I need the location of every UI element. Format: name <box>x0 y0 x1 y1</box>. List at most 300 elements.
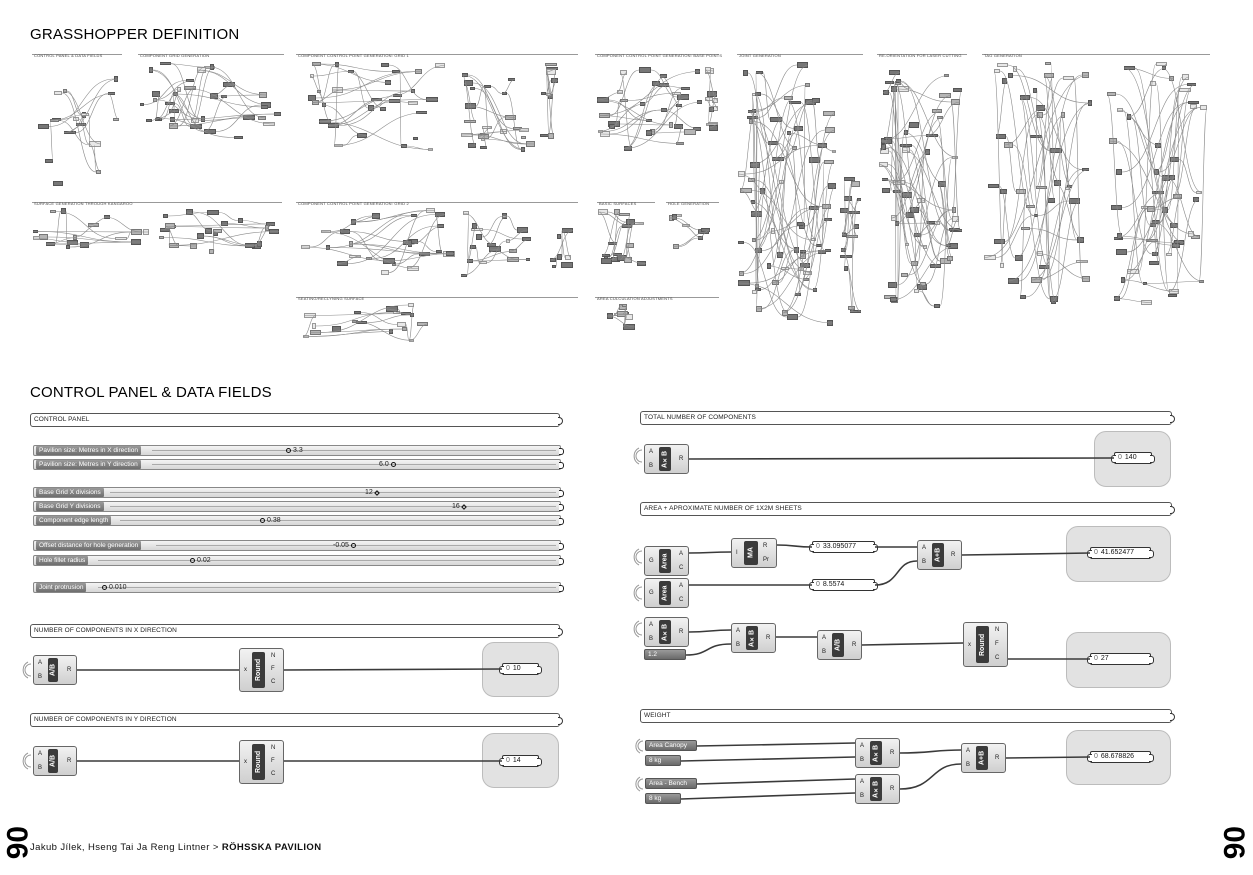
overview-wire <box>750 102 816 165</box>
overview-wire <box>756 101 812 241</box>
overview-node <box>1199 280 1204 283</box>
addition-component-weight[interactable] <box>961 743 1006 773</box>
overview-wire <box>332 90 415 91</box>
port-r[interactable]: R <box>67 758 72 764</box>
port-a[interactable]: A <box>649 622 654 628</box>
overview-wire <box>812 101 820 161</box>
port-n[interactable]: N <box>271 745 276 751</box>
overview-node <box>842 233 847 237</box>
overview-node <box>274 112 281 116</box>
area-canopy-value-panel[interactable]: 0 33.095077 <box>812 541 875 553</box>
y-components-group-header: NUMBER OF COMPONENTS IN Y DIRECTION <box>30 713 560 727</box>
overview-wire <box>620 124 669 125</box>
overview-node <box>1146 239 1158 242</box>
overview-node <box>1008 73 1013 78</box>
overview-wire <box>1146 85 1196 241</box>
overview-node <box>1114 296 1120 301</box>
overview-wire <box>912 146 940 262</box>
overview-node <box>953 88 962 92</box>
overview-node <box>238 218 243 223</box>
port-c[interactable]: C <box>271 679 276 685</box>
port-c[interactable]: C <box>679 597 684 603</box>
overview-node <box>245 243 255 248</box>
overview-node <box>1020 295 1026 299</box>
overview-node <box>1045 62 1051 65</box>
port-r[interactable]: R <box>763 543 768 549</box>
overview-node <box>752 238 756 242</box>
overview-wire <box>487 217 507 246</box>
overview-node <box>1037 112 1043 118</box>
overview-node <box>709 107 714 112</box>
overview-node <box>794 126 803 131</box>
overview-node <box>143 229 149 235</box>
overview-node <box>371 98 382 101</box>
control-panel-heading: CONTROL PANEL & DATA FIELDS <box>30 384 272 401</box>
overview-node <box>177 87 181 92</box>
overview-wire <box>1051 64 1054 184</box>
overview-node <box>467 259 473 263</box>
port-i[interactable]: I <box>736 550 738 556</box>
divide-component-y[interactable] <box>33 746 77 776</box>
port-r[interactable]: R <box>766 635 771 641</box>
slider-knob[interactable] <box>102 585 107 590</box>
overview-wire <box>1062 151 1077 241</box>
overview-wire <box>55 211 61 244</box>
overview-node <box>914 233 921 237</box>
area-component-1[interactable] <box>644 546 689 576</box>
overview-node <box>890 297 897 302</box>
overview-wire <box>610 70 639 116</box>
overview-node <box>850 310 861 313</box>
overview-group <box>296 53 578 58</box>
overview-node <box>624 146 632 151</box>
overview-wire <box>624 84 660 149</box>
overview-node <box>822 204 831 209</box>
overview-node <box>186 79 194 82</box>
overview-node <box>1037 251 1043 256</box>
port-a[interactable]: A <box>38 660 43 666</box>
port-a[interactable]: A <box>860 779 865 785</box>
overview-group <box>982 53 1210 58</box>
overview-node <box>152 91 160 97</box>
overview-node <box>738 241 744 244</box>
port-x[interactable]: x <box>244 759 247 765</box>
port-c[interactable]: C <box>679 565 684 571</box>
port-f[interactable]: F <box>271 666 275 672</box>
overview-node <box>705 97 713 101</box>
overview-node <box>879 162 888 167</box>
overview-node <box>646 130 652 136</box>
overview-node <box>988 184 999 188</box>
footer-authors: Jakub Jílek, Hseng Tai Ja Reng Lintner > <box>30 842 222 853</box>
overview-node <box>1162 66 1166 70</box>
overview-wire <box>892 136 926 139</box>
overview-node <box>695 69 700 74</box>
overview-node <box>403 240 412 245</box>
overview-node <box>1168 294 1177 297</box>
divide-component-area[interactable] <box>817 630 862 660</box>
multiply-component-total[interactable] <box>644 444 689 474</box>
port-a[interactable]: A <box>38 751 43 757</box>
round-component-y[interactable] <box>239 740 284 784</box>
overview-wire <box>1107 94 1122 236</box>
slider-knob[interactable] <box>374 490 380 496</box>
overview-node <box>622 304 627 307</box>
overview-node <box>1169 76 1174 81</box>
overview-node <box>243 115 255 120</box>
overview-node <box>61 208 66 214</box>
overview-node <box>463 211 469 215</box>
constant-param[interactable]: 1.2 <box>644 649 686 660</box>
port-b[interactable]: B <box>38 674 43 680</box>
overview-node <box>53 181 63 186</box>
overview-wire <box>984 75 1089 258</box>
slider-value[interactable]: 16 <box>452 501 468 512</box>
overview-wire <box>771 208 819 231</box>
overview-wire <box>157 100 201 119</box>
multiply-component-bench[interactable] <box>855 774 900 804</box>
overview-group <box>296 296 578 301</box>
overview-node <box>428 148 433 151</box>
overview-node <box>949 228 960 231</box>
overview-group <box>296 201 578 206</box>
overview-node <box>751 211 762 217</box>
port-a[interactable]: A <box>736 628 741 634</box>
overview-node <box>368 105 374 111</box>
overview-node <box>476 234 482 240</box>
port-c[interactable]: C <box>271 771 276 777</box>
overview-wire <box>804 85 805 224</box>
mass-addition-component[interactable] <box>731 538 777 568</box>
overview-wire <box>996 81 1007 137</box>
overview-node <box>851 181 860 187</box>
port-r[interactable]: R <box>67 667 72 673</box>
overview-node <box>772 280 779 285</box>
port-pr[interactable]: Pr <box>763 557 769 563</box>
slider-hole-offset[interactable] <box>33 540 561 551</box>
round-component-area[interactable] <box>963 622 1008 667</box>
overview-node <box>779 180 784 184</box>
overview-node <box>848 211 860 214</box>
x-count-panel[interactable]: 0 10 <box>502 663 539 675</box>
slider-joint-protrusion[interactable] <box>33 582 561 593</box>
overview-wire <box>886 147 946 246</box>
slider-value[interactable]: 3.3 <box>284 445 303 456</box>
overview-wire <box>748 73 768 143</box>
port-a[interactable]: A <box>922 545 927 551</box>
overview-node <box>562 228 573 233</box>
port-a[interactable]: A <box>679 583 684 589</box>
total-weight-panel[interactable]: 0 68.678826 <box>1090 751 1151 763</box>
overview-wire <box>546 72 551 95</box>
slider-value[interactable]: 0.38 <box>258 515 281 526</box>
slider-knob[interactable] <box>190 558 195 563</box>
component-name: A×B <box>746 626 758 650</box>
overview-node <box>1026 205 1035 208</box>
port-x[interactable]: x <box>244 667 247 673</box>
multiply-component-area[interactable] <box>644 617 689 647</box>
overview-wire <box>204 236 245 246</box>
overview-node <box>1054 180 1061 186</box>
y-count-panel[interactable]: 0 14 <box>502 755 539 767</box>
overview-node <box>479 261 487 264</box>
overview-node <box>381 270 389 275</box>
overview-node <box>263 122 275 126</box>
port-b[interactable]: B <box>822 649 827 655</box>
port-b[interactable]: B <box>649 463 654 469</box>
overview-wire <box>602 212 620 256</box>
overview-node <box>322 103 326 107</box>
overview-node <box>755 248 762 253</box>
overview-node <box>383 258 395 264</box>
overview-node <box>506 239 510 243</box>
slider-fillet-radius[interactable] <box>33 555 561 566</box>
overview-node <box>401 144 407 148</box>
overview-wire <box>1058 115 1061 299</box>
overview-node <box>805 83 810 87</box>
overview-wire <box>351 211 435 223</box>
overview-node <box>415 69 422 74</box>
area-component-2[interactable] <box>644 578 689 608</box>
overview-wire <box>191 70 206 121</box>
total-count-panel[interactable]: 0 140 <box>1114 452 1152 464</box>
port-b[interactable]: B <box>38 765 43 771</box>
slider-rail <box>152 450 556 451</box>
overview-node <box>1107 92 1116 96</box>
port-x[interactable]: x <box>968 642 971 648</box>
footer-project: RÖHSSKA PAVILION <box>221 842 322 853</box>
port-a[interactable]: A <box>679 551 684 557</box>
port-r[interactable]: R <box>679 629 684 635</box>
weight-kg-param-2[interactable]: 8 kg <box>645 793 681 804</box>
overview-node <box>1152 252 1158 256</box>
sheets-count-panel[interactable]: 0 27 <box>1090 653 1151 665</box>
overview-group-label: AREA CULCULATION ADJUSTMENTS <box>597 296 673 301</box>
slider-pavilion-y[interactable] <box>33 459 561 470</box>
slider-grid-y[interactable] <box>33 501 561 512</box>
port-a[interactable]: A <box>649 449 654 455</box>
overview-node <box>626 219 635 225</box>
overview-node <box>153 98 157 102</box>
overview-node <box>426 208 435 213</box>
component-name: A+B <box>976 746 988 770</box>
overview-wire <box>348 215 435 264</box>
overview-node <box>920 282 926 286</box>
overview-node <box>33 230 38 233</box>
slider-knob[interactable] <box>391 462 396 467</box>
overview-node <box>944 74 949 77</box>
overview-node <box>310 74 314 78</box>
overview-node <box>893 180 905 185</box>
overview-node <box>385 80 391 85</box>
area-group-header: AREA + APROXIMATE NUMBER OF 1X2M SHEETS <box>640 502 1172 516</box>
overview-node <box>468 143 476 148</box>
overview-node <box>768 141 778 145</box>
overview-node <box>597 97 609 103</box>
overview-node <box>599 113 610 118</box>
overview-node <box>640 102 645 106</box>
overview-group-label: SURFACE GENERATION THROUGH KANGAROO <box>34 201 133 206</box>
area-bench-value-panel[interactable]: 0 8.5574 <box>812 579 875 591</box>
component-name: A×B <box>870 741 882 765</box>
overview-node <box>881 144 886 150</box>
overview-node <box>408 101 418 105</box>
overview-node <box>500 129 507 134</box>
overview-node <box>173 92 178 96</box>
overview-group-label: RE-ORIENTATION FOR LASER CUTTING <box>879 53 962 58</box>
divide-component-x[interactable] <box>33 655 77 685</box>
port-b[interactable]: B <box>649 636 654 642</box>
x-components-group-header: NUMBER OF COMPONENTS IN X DIRECTION <box>30 624 560 638</box>
port-b[interactable]: B <box>860 793 865 799</box>
overview-node <box>411 214 417 217</box>
overview-node <box>508 78 515 81</box>
overview-node <box>80 242 89 248</box>
overview-node <box>626 243 634 248</box>
overview-node <box>393 94 402 97</box>
overview-node <box>163 214 168 218</box>
port-b[interactable]: B <box>966 762 971 768</box>
overview-node <box>39 234 48 240</box>
overview-node <box>609 124 615 129</box>
overview-wire <box>755 191 765 286</box>
overview-wire <box>891 89 909 245</box>
port-a[interactable]: A <box>822 635 827 641</box>
port-c[interactable]: C <box>995 655 1000 661</box>
overview-node <box>489 246 501 252</box>
port-a[interactable]: A <box>966 748 971 754</box>
overview-node <box>813 288 817 292</box>
overview-node <box>750 162 760 168</box>
port-r[interactable]: R <box>995 755 1000 761</box>
slider-pavilion-x[interactable] <box>33 445 561 456</box>
port-g[interactable]: G <box>649 590 654 596</box>
overview-node <box>389 99 400 103</box>
overview-node <box>349 255 361 258</box>
overview-group-label: SEATING/RECLYNING SURFACE <box>298 296 365 301</box>
overview-node <box>408 303 414 307</box>
port-r[interactable]: R <box>890 750 895 756</box>
overview-wire <box>1074 78 1082 279</box>
overview-node <box>470 245 476 249</box>
slider-knob[interactable] <box>260 518 265 523</box>
overview-node <box>88 223 99 227</box>
overview-wire <box>1030 229 1077 241</box>
slider-value[interactable]: 12 <box>365 487 381 498</box>
port-b[interactable]: B <box>860 757 865 763</box>
multiply-component-area-2[interactable] <box>731 623 776 653</box>
multiply-component-canopy[interactable] <box>855 738 900 768</box>
overview-node <box>601 258 612 264</box>
overview-node <box>160 62 171 65</box>
port-g[interactable]: G <box>649 558 654 564</box>
overview-node <box>777 252 783 258</box>
port-f[interactable]: F <box>995 641 999 647</box>
port-a[interactable]: A <box>860 743 865 749</box>
slider-edge-length[interactable] <box>33 515 561 526</box>
port-b[interactable]: B <box>736 642 741 648</box>
overview-wire <box>94 145 96 172</box>
addition-component-area[interactable] <box>917 540 962 570</box>
overview-node <box>552 265 556 268</box>
overview-wire <box>243 221 266 225</box>
overview-wire <box>620 73 632 149</box>
slider-value[interactable]: -0.05 <box>333 540 358 551</box>
port-r[interactable]: R <box>951 552 956 558</box>
overview-node <box>186 209 193 215</box>
weight-kg-param-1[interactable]: 8 kg <box>645 755 681 766</box>
overview-node <box>265 225 269 231</box>
overview-wire <box>600 134 684 144</box>
overview-node <box>546 69 556 75</box>
slider-grid-x[interactable] <box>33 487 561 498</box>
overview-wire <box>507 94 521 150</box>
overview-node <box>190 124 202 129</box>
slider-value[interactable]: 0.010 <box>100 582 127 593</box>
overview-wire <box>1054 183 1084 240</box>
overview-node <box>436 250 442 253</box>
overview-wire <box>1127 241 1158 272</box>
area-bench-param[interactable]: Area - Bench <box>645 778 697 789</box>
port-r[interactable]: R <box>679 456 684 462</box>
overview-node <box>682 224 690 227</box>
port-n[interactable]: N <box>271 653 276 659</box>
overview-node <box>828 183 836 189</box>
overview-node <box>46 242 55 246</box>
overview-node <box>197 233 204 239</box>
overview-node <box>1127 269 1139 274</box>
overview-wire <box>755 95 758 290</box>
port-f[interactable]: F <box>271 758 275 764</box>
port-b[interactable]: B <box>922 559 927 565</box>
overview-node <box>803 271 812 275</box>
overview-wire <box>1000 192 1007 266</box>
overview-wire <box>334 113 427 146</box>
total-area-panel[interactable]: 0 41.652477 <box>1090 547 1151 559</box>
overview-wire <box>353 244 446 254</box>
overview-node <box>896 79 901 83</box>
overview-node <box>752 290 757 294</box>
overview-node <box>625 314 633 320</box>
slider-value[interactable]: 0.02 <box>188 555 211 566</box>
page-number-left: 06 <box>0 826 33 860</box>
overview-node <box>50 119 59 122</box>
port-r[interactable]: R <box>852 642 857 648</box>
overview-wire <box>546 69 549 136</box>
slider-value[interactable]: 6.0 <box>379 459 398 470</box>
overview-wire <box>756 73 797 149</box>
slider-knob[interactable] <box>461 504 467 510</box>
overview-node <box>1034 214 1038 217</box>
overview-node <box>608 242 617 245</box>
overview-wire <box>319 65 335 103</box>
port-r[interactable]: R <box>890 786 895 792</box>
overview-node <box>803 278 809 281</box>
port-n[interactable]: N <box>995 627 1000 633</box>
round-component-x[interactable] <box>239 648 284 692</box>
overview-node <box>1188 231 1194 237</box>
overview-node <box>1149 261 1159 265</box>
overview-node <box>348 70 354 73</box>
overview-node <box>812 98 820 103</box>
slider-knob[interactable] <box>286 448 291 453</box>
slider-rail <box>110 492 556 493</box>
overview-wire <box>1147 282 1199 284</box>
overview-node <box>1044 73 1054 78</box>
slider-knob[interactable] <box>351 543 356 548</box>
area-canopy-param[interactable]: Area Canopy <box>645 740 697 751</box>
wire <box>686 644 731 655</box>
